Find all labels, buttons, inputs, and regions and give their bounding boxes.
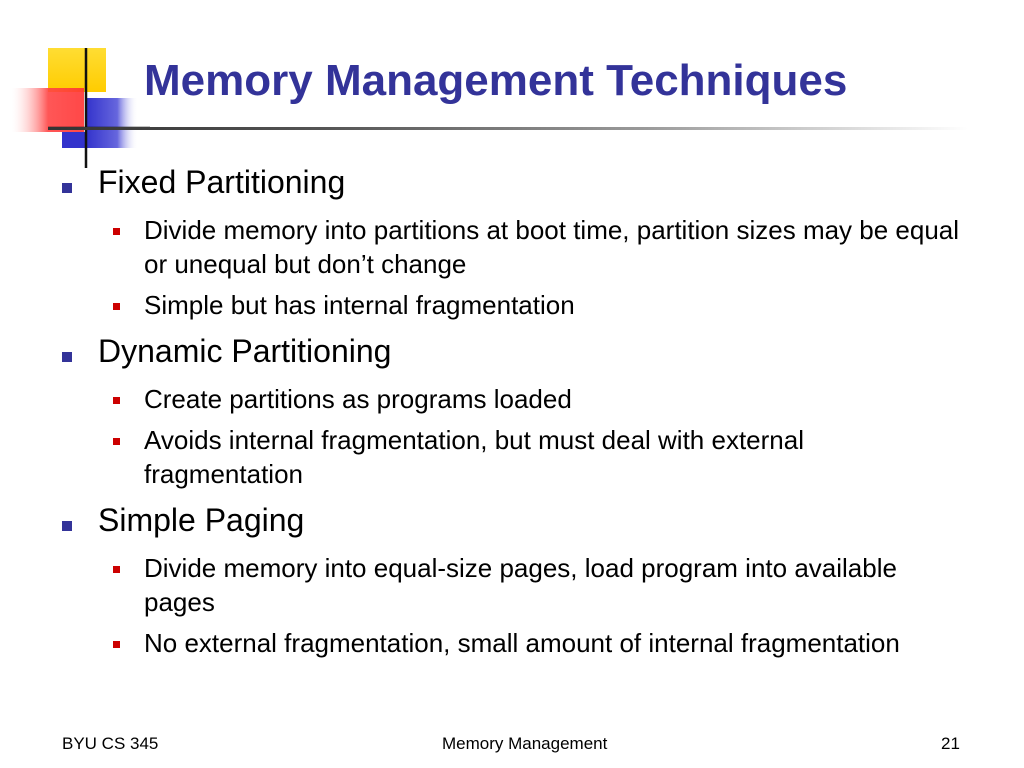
level2-bullet-icon — [113, 397, 120, 404]
section-point: No external fragmentation, small amount of internal fragmentation — [144, 628, 900, 658]
level1-bullet-icon — [62, 352, 72, 362]
level2-bullet-icon — [113, 228, 120, 235]
section-heading: Dynamic Partitioning — [98, 333, 392, 369]
level2-bullet-icon — [113, 303, 120, 310]
section-point: Divide memory into partitions at boot time, partition sizes may be equal or unequal but don’t change — [144, 215, 960, 279]
section-heading: Simple Paging — [98, 502, 305, 538]
section-heading: Fixed Partitioning — [98, 164, 346, 200]
level2-bullet-icon — [113, 641, 120, 648]
level1-bullet-icon — [62, 183, 72, 193]
footer-topic: Memory Management — [442, 734, 608, 753]
level2-bullet-icon — [113, 566, 120, 573]
section-point: Avoids internal fragmentation, but must deal with external fragmentation — [144, 425, 804, 489]
footer-course: BYU CS 345 — [62, 734, 159, 753]
section-point: Create partitions as programs loaded — [144, 384, 572, 414]
section-point: Divide memory into equal-size pages, load program into available pages — [144, 553, 897, 617]
section-point: Simple but has internal fragmentation — [144, 290, 575, 320]
level2-bullet-icon — [113, 438, 120, 445]
slide-title: Memory Management Techniques — [144, 56, 848, 105]
level1-bullet-icon — [62, 521, 72, 531]
page-number: 21 — [941, 734, 960, 753]
